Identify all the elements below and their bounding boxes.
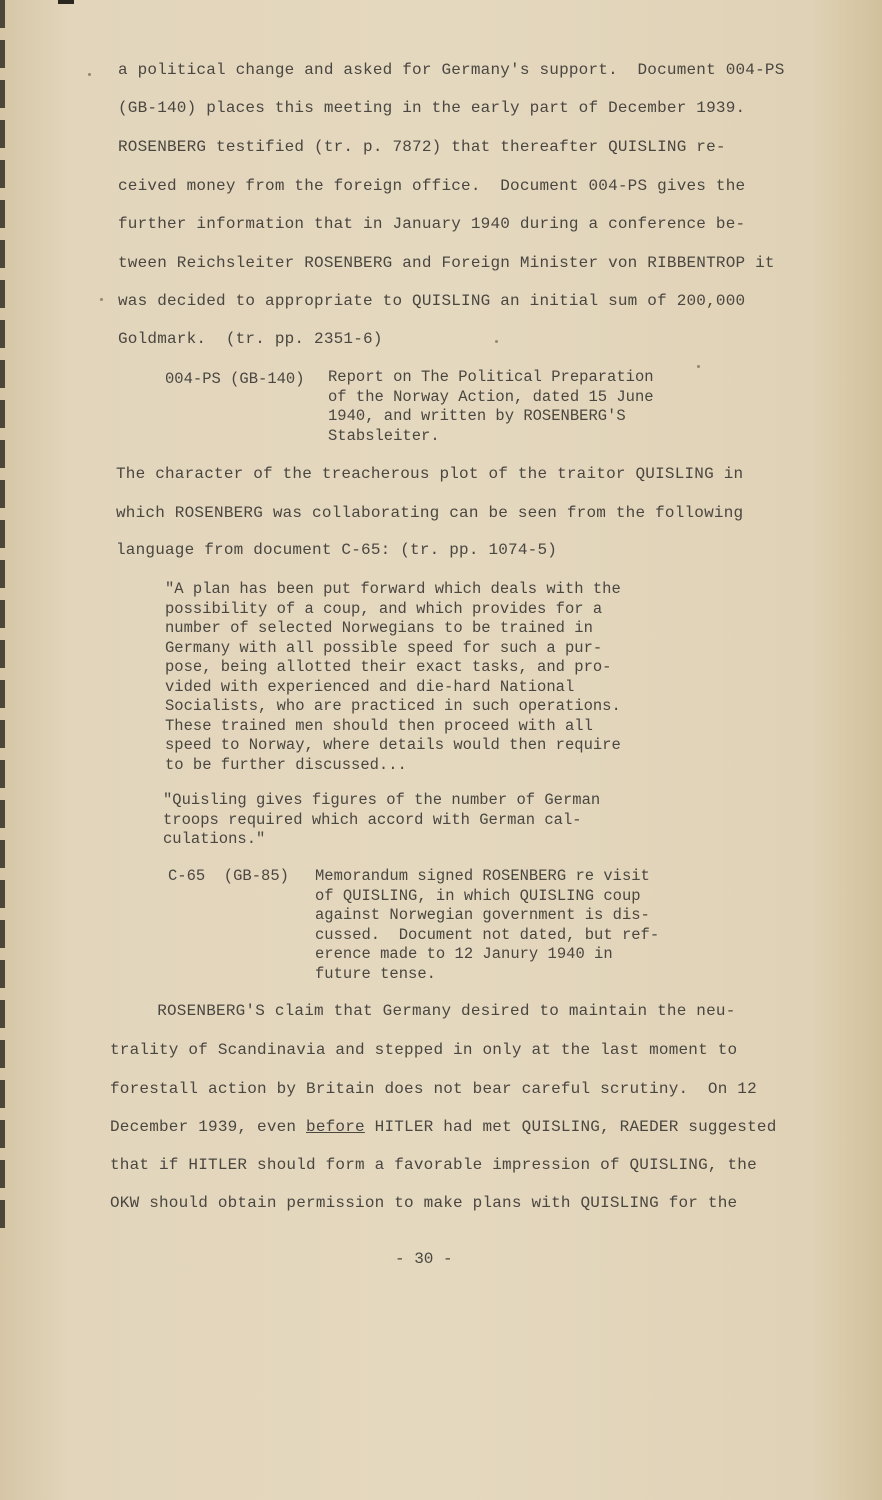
text-line: The character of the treacherous plot of the traitor QUISLING in [116,465,744,483]
scan-speck [100,298,103,301]
text-line: a political change and asked for Germany's support. Document 004-PS [118,61,785,79]
text-segment: December 1939, even [110,1118,307,1136]
text-line: was decided to appropriate to QUISLING an initial sum of 200,000 [118,292,746,310]
text-line: (GB-140) places this meeting in the early part of December 1939. [118,99,746,117]
document-reference-code: C-65 (GB-85) [168,867,289,885]
scan-speck [495,340,498,343]
text-line: ROSENBERG'S claim that Germany desired to maintain the neu- [118,1002,736,1020]
underlined-word: before [306,1118,365,1136]
text-line: ROSENBERG testified (tr. p. 7872) that thereafter QUISLING re- [118,138,726,156]
text-line [110,1118,777,1136]
document-reference-description: Report on The Political Preparation of the Norway Action, dated 15 June 1940, and written by ROSENBERG'S Stabsleiter. [328,368,654,445]
quoted-passage: "Quisling gives figures of the number of German troops required which accord with German cal- culations." [163,791,601,848]
document-reference-code: 004-PS (GB-140) [165,370,305,388]
scan-speck [697,365,700,368]
text-line: that if HITLER should form a favorable impression of QUISLING, the [110,1156,757,1174]
scan-speck [88,73,91,76]
text-line: trality of Scandinavia and stepped in only at the last moment to [110,1041,738,1059]
text-line: Goldmark. (tr. pp. 2351-6) [118,330,383,348]
text-line: which ROSENBERG was collaborating can be seen from the following [116,504,744,522]
scan-edge [0,0,5,1230]
quoted-passage: "A plan has been put forward which deals with the possibility of a coup, and which provides for a number of selected Norwegians to be trained in Germany with all possible speed for such a pur- pose, being allotted their exact tasks, and pro- vided with experienced and die-hard National Socialists, who are practiced in such operations. These trained men should then proceed with all speed to Norway, where details would then require to be further discussed... [165,580,621,774]
text-line: forestall action by Britain does not bear careful scrutiny. On 12 [110,1080,757,1098]
text-line: further information that in January 1940 during a conference be- [118,215,746,233]
text-line: tween Reichsleiter ROSENBERG and Foreign Minister von RIBBENTROP it [118,254,775,272]
document-reference-description: Memorandum signed ROSENBERG re visit of QUISLING, in which QUISLING coup against Norwegian government is dis- cussed. Document not dated, but ref- erence made to 12 Janury 1940 in future tense. [315,867,660,983]
scan-mark [58,0,74,4]
text-line: language from document C-65: (tr. pp. 1074-5) [116,541,558,559]
text-segment: HITLER had met QUISLING, RAEDER suggested [364,1118,777,1136]
text-line: ceived money from the foreign office. Document 004-PS gives the [118,177,746,195]
text-line: OKW should obtain permission to make plans with QUISLING for the [110,1194,738,1212]
page-number: - 30 - [395,1250,453,1268]
